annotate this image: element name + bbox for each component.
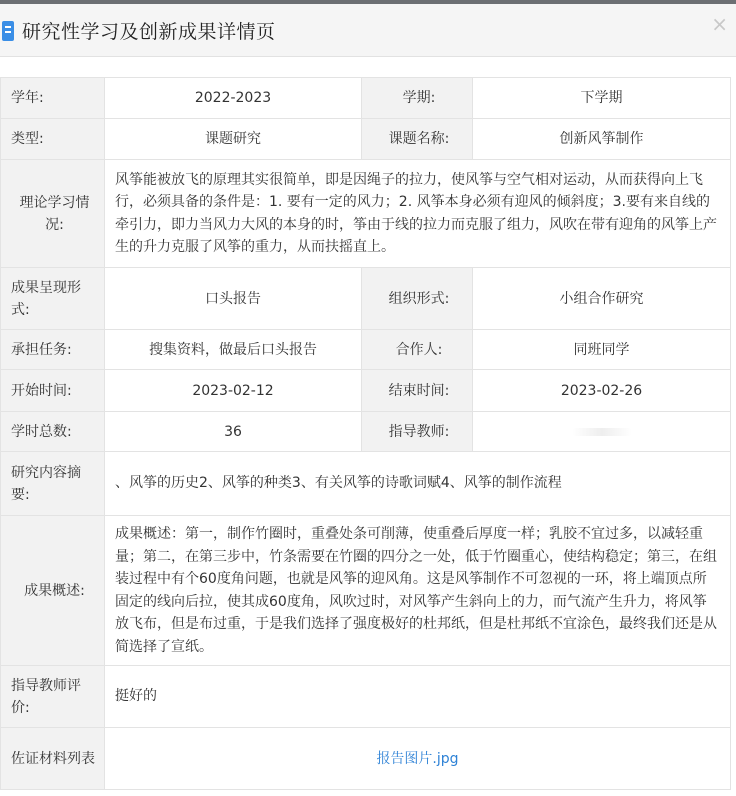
topic-label: 课题名称: [362,119,473,160]
topic-value: 创新风筝制作 [473,119,731,160]
type-label: 类型: [1,119,105,160]
start-value: 2023-02-12 [105,370,362,412]
comment-value: 挺好的 [105,666,731,728]
teacher-value [473,412,731,452]
task-value: 搜集资料，做最后口头报告 [105,330,362,370]
hours-value: 36 [105,412,362,452]
table-row [1,330,731,370]
close-icon[interactable]: × [711,12,728,36]
table-row [1,666,731,728]
result-form-label: 成果呈现形式: [1,268,105,330]
overview-label: 成果概述: [1,516,105,666]
table-row [1,412,731,452]
table-row [1,268,731,330]
theory-value: 风筝能被放飞的原理其实很简单，即是因绳子的拉力，使风筝与空气相对运动，从而获得向上飞行，必须具备的条件是：1. 要有一定的风力；2. 风筝本身必须有迎风的倾斜度；3.要有来自线的牵引力，即力当风力大风的本身的时，筝由于线的拉力而克服了组力，风吹在带有迎角的风筝上产生的升力克服了风筝的重力，从而扶摇直上。 [105,160,731,268]
type-value: 课题研究 [105,119,362,160]
table-row [1,516,731,666]
partner-label: 合作人: [362,330,473,370]
redacted-name [572,428,632,436]
dialog-title: 研究性学习及创新成果详情页 [22,21,276,43]
table-row [1,119,731,160]
theory-label: 理论学习情况: [1,160,105,268]
overview-value: 成果概述：第一，制作竹圈时，重叠处条可削薄，使重叠后厚度一样；乳胶不宜过多，以减轻重量；第二，在第三步中，竹条需要在竹圈的四分之一处，低于竹圈重心，使结构稳定；第三，在组装过程中有个60度角问题，也就是风筝的迎风角。这是风筝制作不可忽视的一环，将上端顶点所固定的线向后拉，使其成60度角，风吹过时，对风筝产生斜向上的力，而气流产生升力，将风筝放飞布，但是布过重，于是我们选择了强度极好的杜邦纸，但是杜邦纸不宜涂色，最终我们还是从简选择了宣纸。 [105,516,731,666]
start-label: 开始时间: [1,370,105,412]
year-label: 学年: [1,78,105,119]
table-row [1,78,731,119]
table-row [1,370,731,412]
document-icon [2,21,14,41]
detail-dialog [0,4,736,796]
teacher-label: 指导教师: [362,412,473,452]
task-label: 承担任务: [1,330,105,370]
partner-value: 同班同学 [473,330,731,370]
year-value: 2022-2023 [105,78,362,119]
table-row [1,728,731,790]
evidence-label: 佐证材料列表 [1,728,105,790]
hours-label: 学时总数: [1,412,105,452]
evidence-file-link[interactable]: 报告图片.jpg [376,750,459,767]
end-value: 2023-02-26 [473,370,731,412]
summary-label: 研究内容摘要: [1,452,105,516]
term-value: 下学期 [473,78,731,119]
org-label: 组织形式: [362,268,473,330]
term-label: 学期: [362,78,473,119]
org-value: 小组合作研究 [473,268,731,330]
dialog-header [0,4,736,57]
comment-label: 指导教师评价: [1,666,105,728]
table-row [1,452,731,516]
detail-table [0,77,730,790]
summary-value: 、风筝的历史2、风筝的种类3、有关风筝的诗歌词赋4、风筝的制作流程 [105,452,731,516]
evidence-cell [105,728,731,790]
result-form-value: 口头报告 [105,268,362,330]
end-label: 结束时间: [362,370,473,412]
table-row [1,160,731,268]
